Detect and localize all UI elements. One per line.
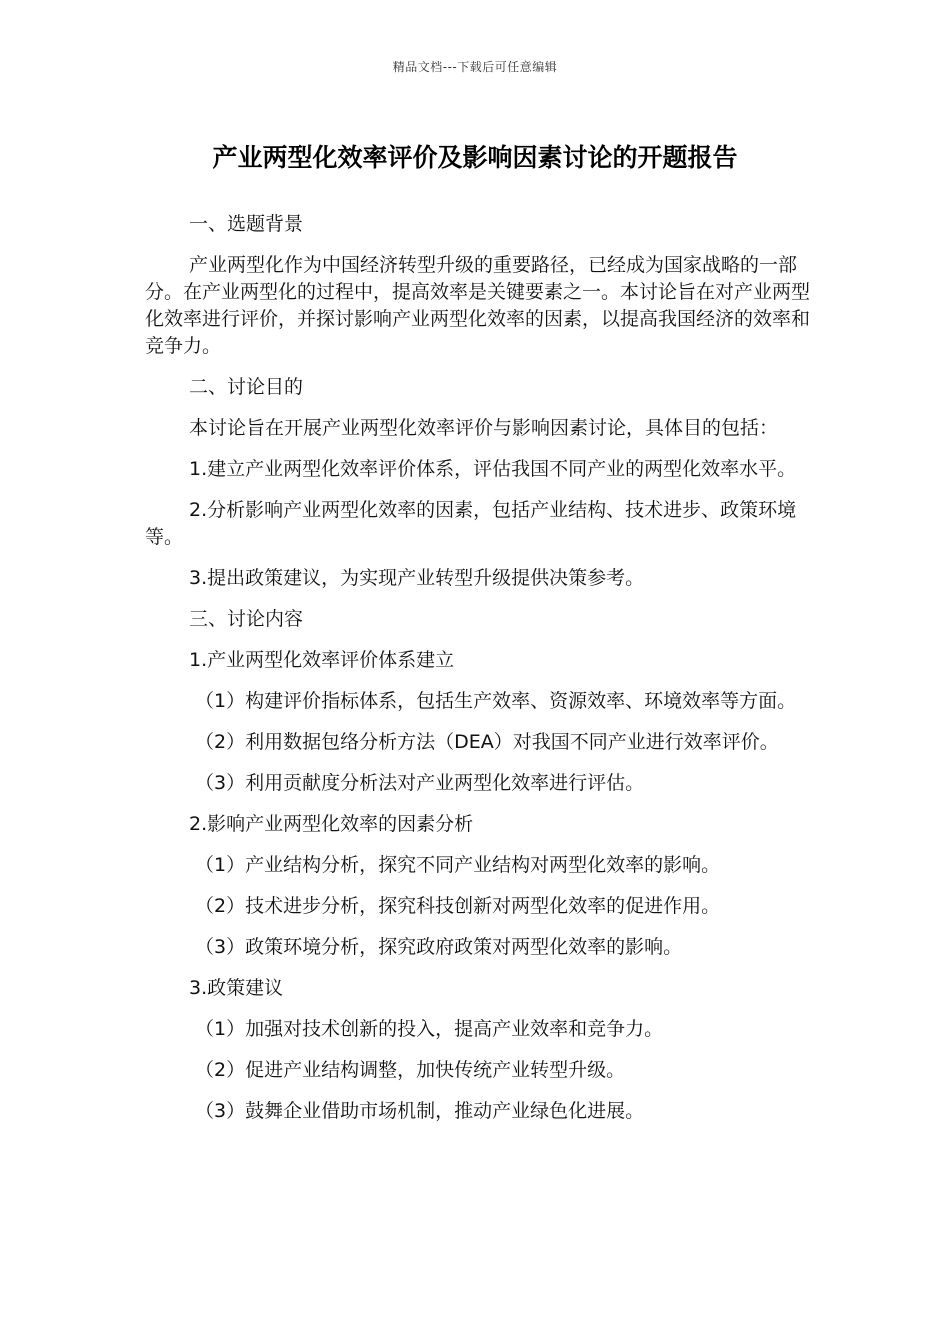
paragraph-background: 产业两型化作为中国经济转型升级的重要路径，已经成为国家战略的一部分。在产业两型化的过程中，提高效率是关键要素之一。本讨论旨在对产业两型化效率进行评价，并探讨影响产业两型化效率的因素，以提高我国经济的效率和竞争力。 bbox=[145, 254, 811, 357]
content-item-2-2: （2）技术进步分析，探究科技创新对两型化效率的促进作用。 bbox=[195, 895, 721, 917]
paragraph-purpose-intro: 本讨论旨在开展产业两型化效率评价与影响因素讨论，具体目的包括： bbox=[189, 417, 779, 439]
document-title: 产业两型化效率评价及影响因素讨论的开题报告 bbox=[212, 143, 738, 172]
document-body bbox=[145, 211, 813, 1139]
section-heading-content: 三、讨论内容 bbox=[189, 608, 304, 630]
purpose-item-2: 2.分析影响产业两型化效率的因素，包括产业结构、技术进步、政策环境等。 bbox=[145, 499, 797, 548]
purpose-item-3: 3.提出政策建议，为实现产业转型升级提供决策参考。 bbox=[189, 567, 645, 589]
content-item-1-2: （2）利用数据包络分析方法（DEA）对我国不同产业进行效率评价。 bbox=[195, 731, 779, 753]
section-heading-purpose: 二、讨论目的 bbox=[189, 376, 304, 398]
content-item-3-1: （1）加强对技术创新的投入，提高产业效率和竞争力。 bbox=[195, 1018, 664, 1040]
content-item-3-3: （3）鼓舞企业借助市场机制，推动产业绿色化进展。 bbox=[195, 1100, 645, 1122]
content-item-1-3: （3）利用贡献度分析法对产业两型化效率进行评估。 bbox=[195, 772, 645, 794]
content-item-2-1: （1）产业结构分析，探究不同产业结构对两型化效率的影响。 bbox=[195, 854, 721, 876]
content-item-2-3: （3）政策环境分析，探究政府政策对两型化效率的影响。 bbox=[195, 936, 683, 958]
content-item-3-2: （2）促进产业结构调整，加快传统产业转型升级。 bbox=[195, 1059, 626, 1081]
content-subheading-2: 2.影响产业两型化效率的因素分析 bbox=[189, 813, 474, 835]
content-subheading-3: 3.政策建议 bbox=[189, 977, 284, 999]
content-subheading-1: 1.产业两型化效率评价体系建立 bbox=[189, 649, 455, 671]
header-note: 精品文档---下载后可任意编辑 bbox=[392, 60, 558, 74]
section-heading-background: 一、选题背景 bbox=[189, 213, 304, 235]
content-item-1-1: （1）构建评价指标体系，包括生产效率、资源效率、环境效率等方面。 bbox=[195, 690, 797, 712]
purpose-item-1: 1.建立产业两型化效率评价体系，评估我国不同产业的两型化效率水平。 bbox=[189, 458, 797, 480]
